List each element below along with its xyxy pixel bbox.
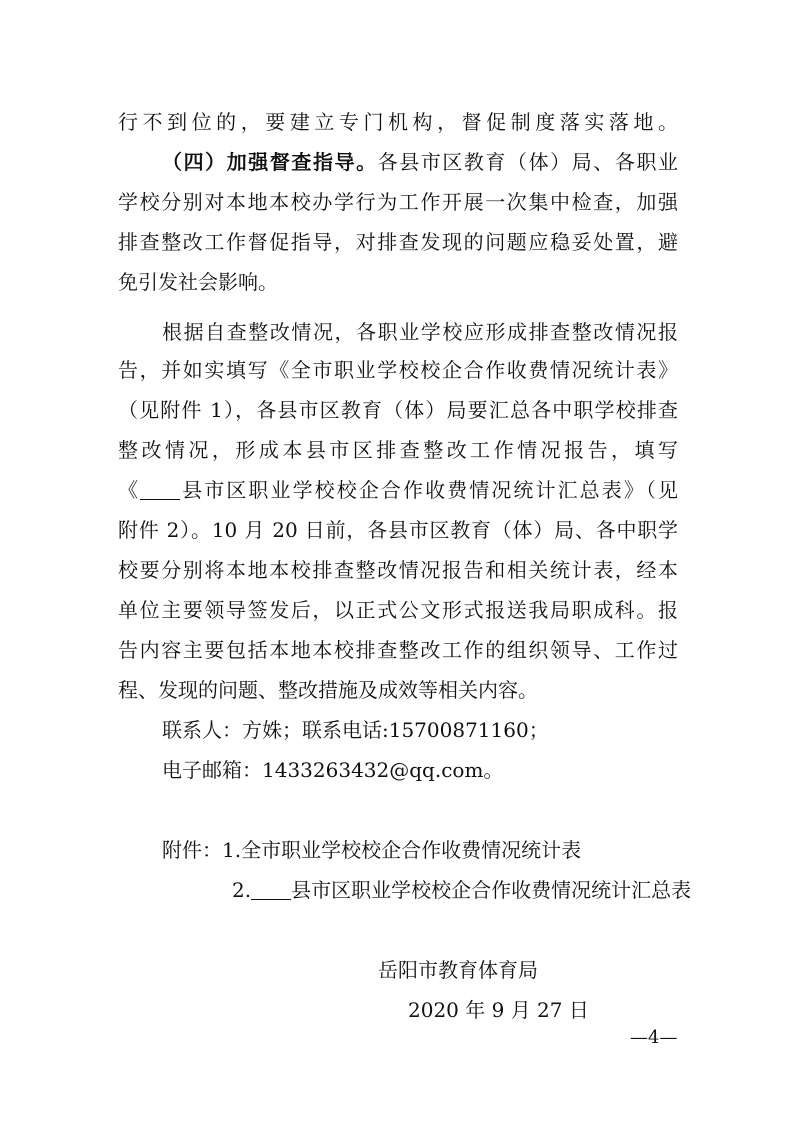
quote-open: 《: [118, 478, 141, 502]
body-line: 告内容主要包括本地本校排查整改工作的组织领导、工作过: [118, 638, 678, 662]
body-line: 排查整改工作督促指导，对排查发现的问题应稳妥处置，避: [118, 230, 678, 254]
attachment-2-number: 2.: [232, 878, 252, 902]
issue-date: 2020 年 9 月 27 日: [408, 998, 589, 1022]
attachment-1: 附件：1.全市职业学校校企合作收费情况统计表: [162, 838, 582, 862]
body-line: 免引发社会影响。: [118, 270, 278, 294]
contact-email: 电子邮箱：1433263432@qq.com。: [162, 758, 504, 782]
contact-person: 联系人：方姝；联系电话:15700871160；: [162, 718, 549, 742]
body-line: 程、发现的问题、整改措施及成效等相关内容。: [118, 678, 538, 702]
fill-in-blank: [251, 879, 291, 900]
section-4-line: [162, 148, 678, 176]
body-line: 整改情况，形成本县市区排查整改工作情况报告，填写: [118, 438, 678, 462]
body-line: 行不到位的，要建立专门机构，督促制度落实落地。: [118, 110, 678, 134]
body-line: 学校分别对本地本校办学行为工作开展一次集中检查，加强: [118, 190, 678, 214]
page-number: —4—: [630, 1027, 678, 1048]
section-4-text: 各县市区教育（体）局、各职业: [377, 150, 679, 174]
issuing-organization: 岳阳市教育体育局: [378, 958, 538, 982]
body-line: 告，并如实填写《全市职业学校校企合作收费情况统计表》: [118, 358, 678, 382]
summary-table-title: 县市区职业学校校企合作收费情况统计汇总表》（见: [180, 478, 679, 502]
body-line: 单位主要领导签发后，以正式公文形式报送我局职成科。报: [118, 598, 678, 622]
body-line: 附件 2）。10 月 20 日前，各县市区教育（体）局、各中职学: [118, 518, 678, 542]
attachment-2-title: 县市区职业学校校企合作收费情况统计汇总表: [291, 878, 692, 902]
section-4-heading: （四）加强督查指导。: [162, 150, 378, 174]
body-line-with-blank: [118, 476, 678, 504]
attachment-2: [232, 876, 691, 904]
fill-in-blank: [140, 479, 180, 500]
body-line: （见附件 1），各县市区教育（体）局要汇总各中职学校排查: [118, 398, 678, 422]
body-line: 校要分别将本地本校排查整改情况报告和相关统计表，经本: [118, 558, 678, 582]
body-line: 根据自查整改情况，各职业学校应形成排查整改情况报: [162, 320, 678, 344]
